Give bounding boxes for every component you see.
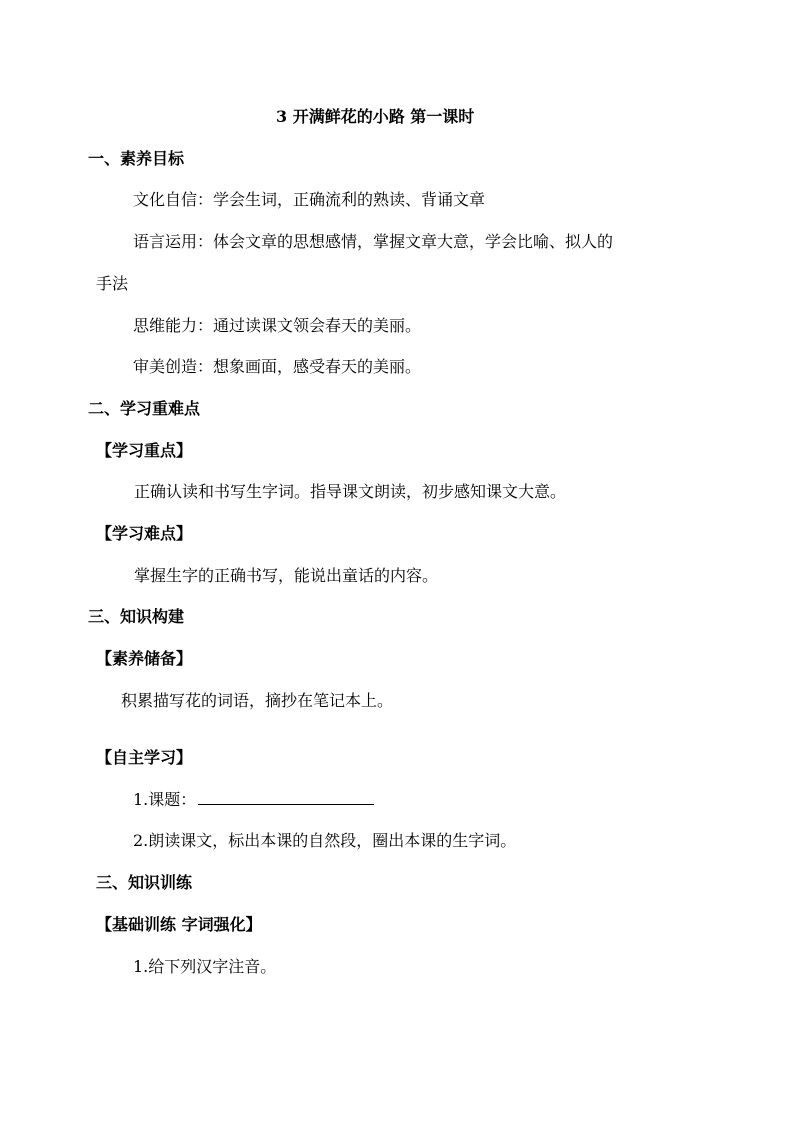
section-heading-goals: 一、素养目标 [88, 149, 185, 168]
key-point-label: 【学习重点】 [96, 441, 193, 460]
section-heading-training: 三、知识训练 [96, 873, 193, 892]
basic-training-item: 1.给下列汉字注音。 [133, 957, 277, 976]
self-study-label: 【自主学习】 [96, 748, 193, 767]
section-heading-knowledge: 三、知识构建 [88, 607, 185, 626]
preparation-text: 积累描写花的词语，摘抄在笔记本上。 [121, 691, 394, 710]
goal-item: 审美创造：想象画面，感受春天的美丽。 [133, 357, 422, 376]
goal-item: 思维能力：通过读课文领会春天的美丽。 [133, 316, 422, 335]
self-study-item: 2.朗读课文，标出本课的自然段，圈出本课的生字词。 [133, 831, 517, 850]
goal-item: 文化自信：学会生词，正确流利的熟读、背诵文章 [133, 190, 486, 209]
self-study-item-title [133, 790, 374, 810]
key-point-text: 正确认读和书写生字词。指导课文朗读，初步感知课文大意。 [134, 482, 567, 501]
section-heading-key-points: 二、学习重难点 [88, 399, 201, 418]
preparation-label: 【素养储备】 [96, 649, 193, 668]
difficulty-text: 掌握生字的正确书写，能说出童话的内容。 [134, 566, 439, 585]
title-blank-line[interactable] [198, 790, 374, 805]
difficulty-label: 【学习难点】 [96, 524, 193, 543]
lesson-title: 3 开满鲜花的小路 第一课时 [276, 107, 475, 126]
self-study-item-title-text: 1.课题： [133, 790, 197, 809]
goal-item-continued: 手法 [96, 274, 129, 293]
goal-item: 语言运用：体会文章的思想感情，掌握文章大意，学会比喻、拟人的 [133, 232, 614, 251]
basic-training-label: 【基础训练 字词强化】 [96, 915, 262, 934]
